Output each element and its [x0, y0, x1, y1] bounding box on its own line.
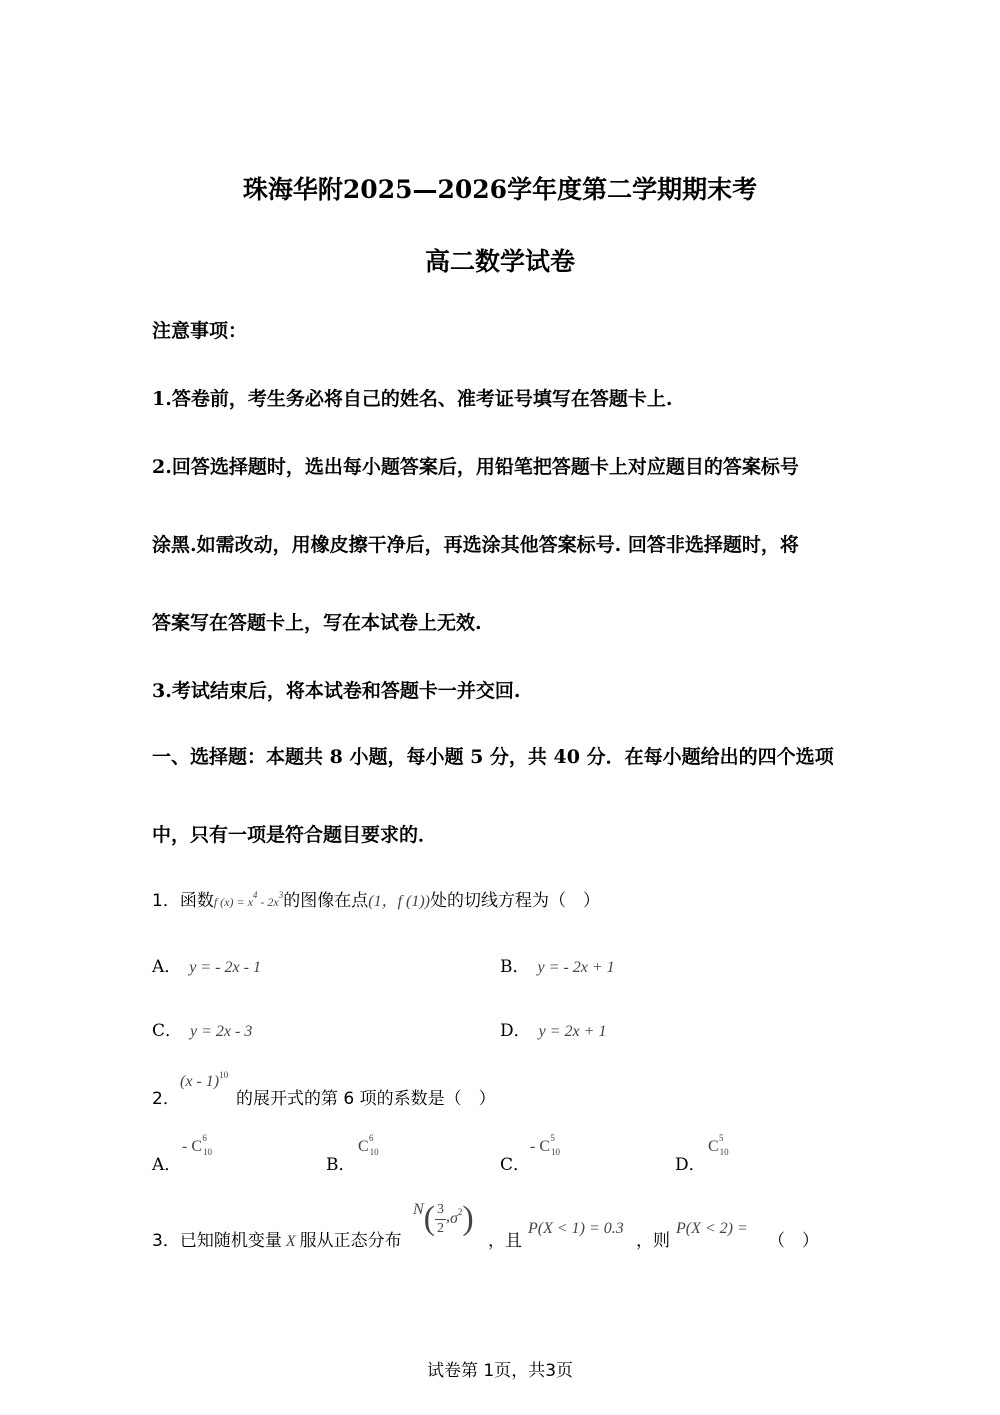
option-label: C． [152, 1021, 183, 1041]
question-1-point: (1，f (1)) [368, 893, 430, 910]
question-1-option-b [500, 952, 615, 977]
question-2-option-d-value [708, 1133, 729, 1157]
question-1-option-a [152, 952, 261, 977]
dist-name: N [413, 1201, 424, 1218]
question-3-condition: P(X < 1) = 0.3 [528, 1220, 624, 1237]
question-3-mid-3: ，则 [636, 1231, 670, 1251]
comb-top: 5 [550, 1133, 555, 1143]
question-1-option-d [500, 1016, 606, 1041]
sigma-exp: 2 [457, 1207, 463, 1217]
question-1-exp-2: 3 [278, 890, 284, 900]
option-text: y = - 2x - 1 [189, 959, 261, 976]
fraction [435, 1201, 446, 1238]
comb-base: C [539, 1138, 550, 1155]
comb-bottom: 10 [203, 1147, 212, 1157]
question-1-mid: 的图像在点 [283, 891, 369, 911]
comb-base: C [358, 1138, 369, 1155]
frac-num: 3 [435, 1201, 446, 1220]
question-2-number: 2． [152, 1089, 180, 1109]
question-1-function-lhs: f (x) = x [213, 895, 253, 909]
question-2-exp: 10 [219, 1070, 229, 1080]
question-1-exp-1: 4 [252, 890, 258, 900]
sign: - [182, 1138, 192, 1155]
option-label: D． [500, 1021, 531, 1041]
question-1-function-mid: - 2x [257, 895, 279, 909]
question-2-option-a-value [182, 1133, 212, 1157]
question-3-distribution: N ( $\frac{3}{2}$ , σ 2 ) [413, 1200, 474, 1237]
question-2-option-d-label: D． [675, 1155, 706, 1175]
comb-top: 6 [369, 1133, 374, 1143]
question-3-mid-2: ，且 [488, 1231, 522, 1251]
comb-base: C [708, 1138, 719, 1155]
question-3-var: X [285, 1233, 296, 1250]
question-1-prefix: 函数 [179, 891, 214, 911]
question-2-option-b-label: B． [326, 1155, 356, 1175]
notice-item-2-line-1: 2.回答选择题时，选出每小题答案后，用铅笔把答题卡上对应题目的答案标号 [152, 456, 799, 478]
exam-title: 珠海华附2025—2026学年度第二学期期末考 [242, 175, 758, 204]
section-1-line-1: 一、选择题：本题共 8 小题，每小题 5 分，共 40 分．在每小题给出的四个选项 [152, 746, 834, 768]
right-paren: ) [462, 1200, 474, 1237]
notice-heading: 注意事项： [152, 320, 248, 342]
notice-item-1: 1.答卷前，考生务必将自己的姓名、准考证号填写在答题卡上. [152, 388, 673, 410]
comb-top: 5 [719, 1133, 724, 1143]
question-1-suffix: 处的切线方程为（ ） [430, 891, 600, 911]
comb-top: 6 [202, 1133, 207, 1143]
question-2-expression [180, 1070, 228, 1091]
sigma: σ [450, 1210, 458, 1227]
question-2-option-a-label: A． [152, 1155, 182, 1175]
question-3-suffix: （ ） [768, 1231, 819, 1251]
page-footer: 试卷第 1页，共3页 [426, 1361, 574, 1381]
notice-item-2-line-3: 答案写在答题卡上，写在本试卷上无效. [152, 612, 482, 634]
frac-den: 2 [437, 1220, 444, 1236]
exam-subtitle: 高二数学试卷 [424, 247, 575, 276]
comb-bottom: 10 [369, 1147, 379, 1157]
comb-base: C [191, 1138, 202, 1155]
notice-item-3: 3.考试结束后，将本试卷和答题卡一并交回. [152, 680, 521, 702]
question-3-mid-1: 服从正态分布 [299, 1231, 402, 1251]
question-1 [152, 886, 600, 911]
sign: - [530, 1138, 540, 1155]
option-text: y = 2x - 3 [190, 1023, 253, 1040]
question-2-option-b-value [358, 1133, 379, 1157]
question-1-number: 1． [152, 891, 180, 911]
question-3-prefix: 已知随机变量 [179, 1231, 282, 1251]
option-text: y = - 2x + 1 [537, 959, 615, 976]
question-3-number: 3． [152, 1231, 180, 1251]
option-label: A． [152, 957, 182, 977]
comb-bottom: 10 [719, 1147, 729, 1157]
question-2-suffix: 的展开式的第 6 项的系数是（ ） [236, 1089, 496, 1109]
question-2-option-c-value [530, 1133, 560, 1157]
question-3-ask: P(X < 2) = [676, 1220, 748, 1237]
left-paren: ( [423, 1200, 435, 1237]
question-2-base: (x - 1) [180, 1073, 220, 1090]
option-label: B． [500, 957, 530, 977]
notice-item-2-line-2: 涂黑.如需改动，用橡皮擦干净后，再选涂其他答案标号. 回答非选择题时，将 [152, 534, 799, 556]
question-2-option-c-label: C． [500, 1155, 531, 1175]
option-text: y = 2x + 1 [538, 1023, 607, 1040]
comb-bottom: 10 [551, 1147, 560, 1157]
question-3-text [152, 1226, 402, 1251]
question-1-option-c [152, 1016, 252, 1041]
section-1-line-2: 中，只有一项是符合题目要求的． [152, 824, 438, 846]
